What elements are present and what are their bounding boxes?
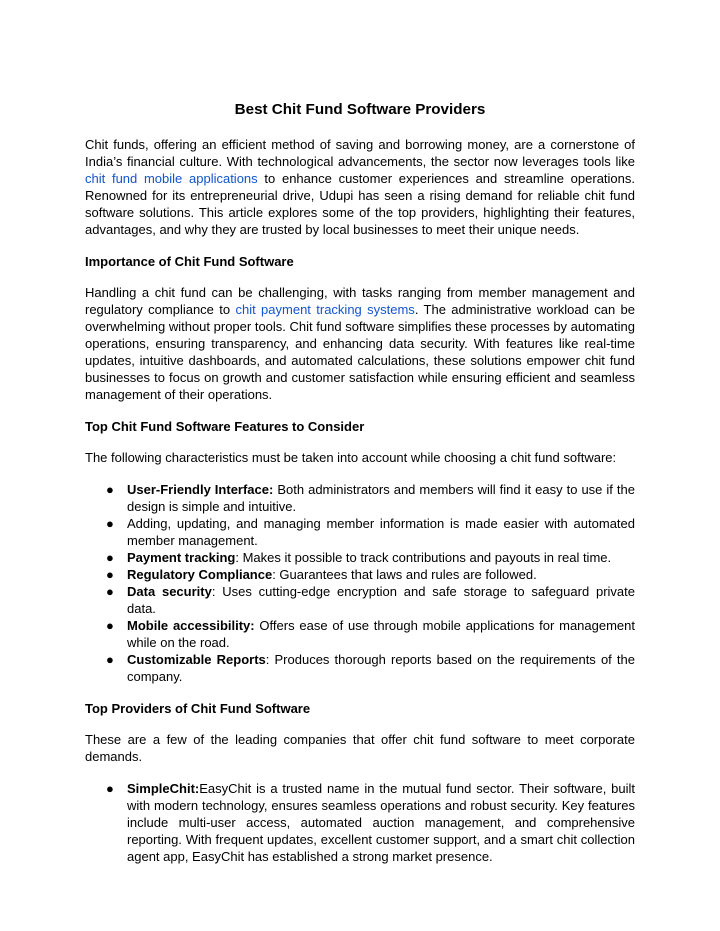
bullet-icon: ● — [106, 584, 114, 599]
importance-text-1: Handling a chit fund can be challenging, with tasks ranging from member management and regulatory compliance to — [85, 285, 635, 317]
bullet-icon: ● — [106, 781, 114, 796]
bullet-icon: ● — [106, 618, 114, 633]
feature-text: : Guarantees that laws and rules are followed. — [272, 567, 537, 582]
bullet-icon: ● — [106, 516, 114, 531]
feature-text: : Makes it possible to track contributions and payouts in real time. — [235, 550, 612, 565]
feature-bold: Data security — [127, 584, 212, 599]
importance-paragraph — [85, 284, 635, 403]
list-item — [85, 780, 635, 865]
providers-list — [85, 780, 635, 865]
list-item — [85, 651, 635, 685]
list-item — [85, 566, 635, 583]
provider-name: SimpleChit: — [127, 781, 200, 796]
list-item — [85, 515, 635, 549]
providers-intro: These are a few of the leading companies that offer chit fund software to meet corporate demands. — [85, 732, 635, 764]
intro-text-2: to enhance customer experiences and streamline operations. Renowned for its entrepreneurial drive, Udupi has seen a rising demand for reliable chit fund software solutions. This article explores some of the top providers, highlighting their features, advantages, and why they are trusted by local businesses to meet their unique needs. — [85, 171, 635, 237]
feature-text: : Produces thorough reports based on the requirements of the company. — [127, 652, 635, 684]
feature-bold: User-Friendly Interface: — [127, 482, 274, 497]
list-item — [85, 481, 635, 515]
feature-bold: Regulatory Compliance — [127, 567, 273, 582]
provider-description: EasyChit is a trusted name in the mutual fund sector. Their software, built with modern technology, ensures seamless operations and robust security. Key features include multi-user access, automated auction management, and comprehensive reporting. With frequent updates, excellent customer support, and a smart chit collection agent app, EasyChit has established a strong market presence. — [127, 781, 635, 864]
feature-text: : Uses cutting-edge encryption and safe storage to safeguard private data. — [127, 584, 635, 616]
features-list — [85, 481, 635, 685]
feature-text: Offers ease of use through mobile applications for management while on the road. — [127, 618, 635, 650]
intro-text-1: Chit funds, offering an efficient method of saving and borrowing money, are a cornerstone of India’s financial culture. With technological advancements, the sector now leverages tools like — [85, 137, 635, 169]
bullet-icon: ● — [106, 482, 114, 497]
feature-bold: Mobile accessibility: — [127, 618, 255, 633]
providers-heading: Top Providers of Chit Fund Software — [85, 701, 311, 716]
list-item — [85, 583, 635, 617]
chit-fund-mobile-apps-link[interactable]: chit fund mobile applications — [85, 171, 258, 186]
bullet-icon: ● — [106, 567, 114, 582]
features-heading: Top Chit Fund Software Features to Consider — [85, 419, 365, 434]
importance-text-2: . The administrative workload can be overwhelming without proper tools. Chit fund software simplifies these processes by automating operations, ensuring transparency, and enhancing data security. With features like real-time updates, intuitive dashboards, and automated calculations, these solutions empower chit fund businesses to focus on growth and customer satisfaction while ensuring efficient and seamless management of their operations. — [85, 302, 635, 402]
document-title: Best Chit Fund Software Providers — [234, 101, 486, 118]
bullet-icon: ● — [106, 550, 114, 565]
list-item — [85, 549, 635, 566]
feature-bold: Payment tracking — [127, 550, 236, 565]
intro-paragraph — [85, 136, 635, 238]
feature-text: Adding, updating, and managing member information is made easier with automated member management. — [127, 516, 635, 548]
bullet-icon: ● — [106, 652, 114, 667]
importance-heading: Importance of Chit Fund Software — [85, 254, 294, 269]
feature-bold: Customizable Reports — [127, 652, 266, 667]
feature-text: Both administrators and members will find it easy to use if the design is simple and intuitive. — [127, 482, 635, 514]
list-item — [85, 617, 635, 651]
chit-payment-tracking-link[interactable]: chit payment tracking systems — [235, 302, 415, 317]
features-intro: The following characteristics must be taken into account while choosing a chit fund software: — [85, 450, 617, 465]
